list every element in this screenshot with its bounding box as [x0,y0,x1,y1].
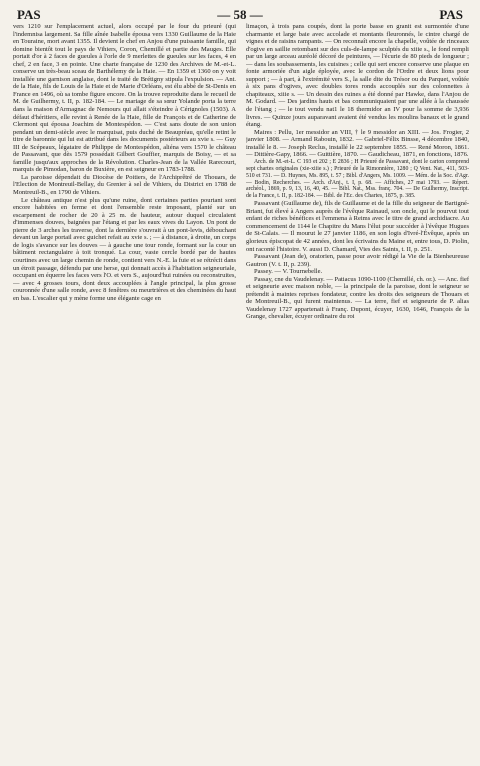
page-number: — 58 — [217,7,263,22]
left-text-column [13,23,236,761]
source-references: Arch. de M.-et-L. C 193 et 202 ; E 2836 ; H Prieuré de Passavant, dont le carton comprend sept chartes originales (xie-xiiie s.) ; Prieuré de la Rimonnière, 1280 ; Q Vent. Nat., 411, 503-510 et 731. — D. Huynes, Ms. 895, t. 57 ; Bibl. d'Angers, Ms. 1009. — Mém. de la Soc. d'Agr. — Bodin, Recherches. — Arch. d'Anj., t. I, p. 68. — Affiches, 27 mai 1793. — Répert. archéol., 1869, p. 9, 13, 16, 40, 45. — Bibl. Nat., Mss. franç. 704. — De Guilhermy, Inscript. de la France, t. II, p. 182-184. — Bibl. de l'Ec. des Chartes, 1875, p. 385. [246,158,469,200]
dictionary-entry: Passay, cne du Vaudelenay. — Patiacus 1090-1100 (Chemillé, ch. or.). — Anc. fief et seigneurie avec maison noble, — la principale de la paroisse, dont le seigneur se prétendit à maintes reprises fondateur, contre les droits des seigneurs de Thouars et de Montreuil-B., qui furent maintenus. — La terre, fief et seigneurie de P. alias Vaudelenay 1727 appartenait à Franç. Dupont, écuyer, 1630, 1646, François de la Grange, chevalier, écuyer ordinaire du roi [246,275,469,321]
dictionary-entry: Passavant (Jean de), oratorien, passe pour avoir rédigé la Vie de la Bienheureuse Gautron (V. t. II, p. 239). [246,253,469,268]
dictionary-entry: Passavant (Guillaume de), fils de Guillaume et de la fille du seigneur de Bartigné-Briant, fut élevé à Angers auprès de l'évêque Rainaud, son oncle, qui le pourvut tout enfant de riches bénéfices et l'emmena à Reims avec le titre de grand archidiacre. Au commencement de 1144 le Chapitre du Mans l'élut pour succéder à l'évêque Hugues de St-Calais. — Il mourut le 27 janvier 1186, en son logis d'Ivré-l'Évêque, après un glorieux épiscopat de 42 années, dont les écrivains du Maine et, entre tous, D. Piolin, ont raconté l'histoire. V. aussi D. Chamard, Vies des Saints, t. II, p. 251. [246,200,469,253]
right-text-column [246,23,469,761]
paragraph: vers 1210 sur l'emplacement actuel, alors occupé par le four du prieuré (qui l'indemnisa largement. Sa fille aînée Isabelle épousa vers 1330 Guillaume de la Haie en Touraine, mort avant 1355. Il devient le chef en Anjou d'une puissante famille, qui domine bientôt tout le pays de Vihiers, Coron, Chemillé et partie des Mauges. Elle portait d'or à 2 faces de gueules à l'orle de 9 merlettes de gueules sur les faces, 4 en chef, 2 en face, 3 en pointe. Une charte française de 1230 des Archives de M.-et-L. conserve un très-beau sceau de Barthélemy de la Haie. — En 1359 et 1360 on y voit installée une garnison anglaise, dont le traité de Brétigny stipula l'expulsion. — Ant. de la Haie, fils de Louis de la Haie et de Marie d'Orléans, est élu abbé de St-Denis en France en 1496, où sa tombe figure encore. On la trouve reproduite dans le recueil de M. de Guilhermy, t. II, p. 182-184. — Le mariage de sa sœur Yolande porta la terre dans la maison d'Armagnac de Nemours qui allait s'éteindre à Cérignoles (1503). A défaut d'héritiers, elle revint à Renée de la Haie, fille de François et de Catherine de Clermont qui épousa Joachim de Montespédon. — C'est sans doute de son union pendant un demi-siècle avec le marquisat, puis duché de Beaupréau, qu'elle retint le titre de baronnie qui lui est attribué dans les documents postérieurs au xvie s. — Guy III de Scépeaux, légataire de Philippe de Montespédon, aliéna vers 1570 le château de Passavant, que dès 1579 possédait Gilbert Gouffier, marquis de Boisy, — et sa famille jusqu'aux approches de la Révolution. Charles-Jean de la Vallée Rarecourt, marquis de Pimodan, baron de Buxière, en est seigneur en 1783-1788. [13,23,236,174]
paragraph: limaçon, à trois pans coupés, dont la porte basse en granit est surmontée d'une charmante et large baie avec accolade et montants fleuronnés, le cintre chargé de vignes et de raisins rampants. — On reconnaît encore la chapelle, voûtée de rinceaux d'ogive en saillie retombant sur des culs-de-lampe sculptés du xiiie s., le fond rempli par un large arceau auréolé décoré de peintures, — l'écurie de 80 pieds de longueur ; — dans les soubassements, les cuisines ; celle qui sert encore conserve une plaque en fonte armoriée d'un aigle éployée, avec le cordon de l'Ordre et deux lions pour support ; — à part, à l'extrémité vers S., la salle dite du Trésor ou du Parquet, voûtée à six pans d'ogives, avec doubles tores ronds accouplés sur des colonnettes à chapiteaux, xiiie s. — Un dessin des ruines a été donné par Hawke, dans l'Anjou de M. Godard. — Des jardins hauts et bas communiquaient par une allée à la chaussée de l'étang ; — le tout vendu nat1 le 18 thermidor an IV pour la somme de 3,936 livres. — Quinze jours auparavant avaient été vendus les moulins banaux et le grand étang. [246,23,469,129]
running-header [13,7,467,23]
paragraph: Le château antique n'est plus qu'une ruine, dont certaines parties pourtant sont encore habitées en ferme et dont l'ensemble reste imposant, planté sur un escarpement de rocher de 20 à 25 m. de hauteur, autour duquel circulaient d'immenses douves, baignées par l'étang et par les eaux vives du Layon. Un pont de pierre de 3 arches les traverse, dont la dernière s'ouvrait à un pont-levis, débouchant devant un large portail avec guichet refait au xvie s. ; — à distance, à droite, un corps de logis s'avance sur les douves — à gauche une tour ronde, formant sur la cour un bâtiment rectangulaire à toit tronqué. La cour, vaste cercle bordé par de hautes courtines avec un large chemin de ronde, contient vers N.-E. la fuie et se rétrécit dans un étroit passage, défendu par une herse, qui donnait accès à l'habitation seigneuriale, occupant en équerre les faces vers l'O. et vers S., aujourd'hui ruinées ou reconstruites, — avec 4 grosses tours, dont deux accouplées à l'angle principal, la plus grosse couronnée d'une salle ronde, avec 8 fenêtres ou meurtrières et des cheminées du haut en bas. L'escalier qui y mène forme une élégante cage en [13,196,236,302]
paragraph: La paroisse dépendait du Diocèse de Poitiers, de l'Archiprêtré de Thouars, de l'Election de Montreuil-Bellay, du Grenier à sel de Vihiers, du District en 1788 de Montreuil-B., en 1790 de Vihiers. [13,173,236,197]
header-left-word: PAS [17,7,41,22]
paragraph: Maires : Pellu, 1er messidor an VIII, † le 9 messidor an XIII. — Jos. Frogier, 2 janvier 1808. — Armand Rabouin, 1832. — Gabriel-Félix Binsse, 4 décembre 1840, installé le 8. — Joseph Reclus, installé le 22 septembre 1855. — René Moron, 1861. — Dittière-Gapy, 1866. — Guittière, 1870. — Gaudicheau, 1871, en fonctions, 1876. [246,128,469,159]
dictionary-entry: Passey. — V. Tournebelle. [254,268,323,276]
header-right-word: PAS [439,7,463,22]
